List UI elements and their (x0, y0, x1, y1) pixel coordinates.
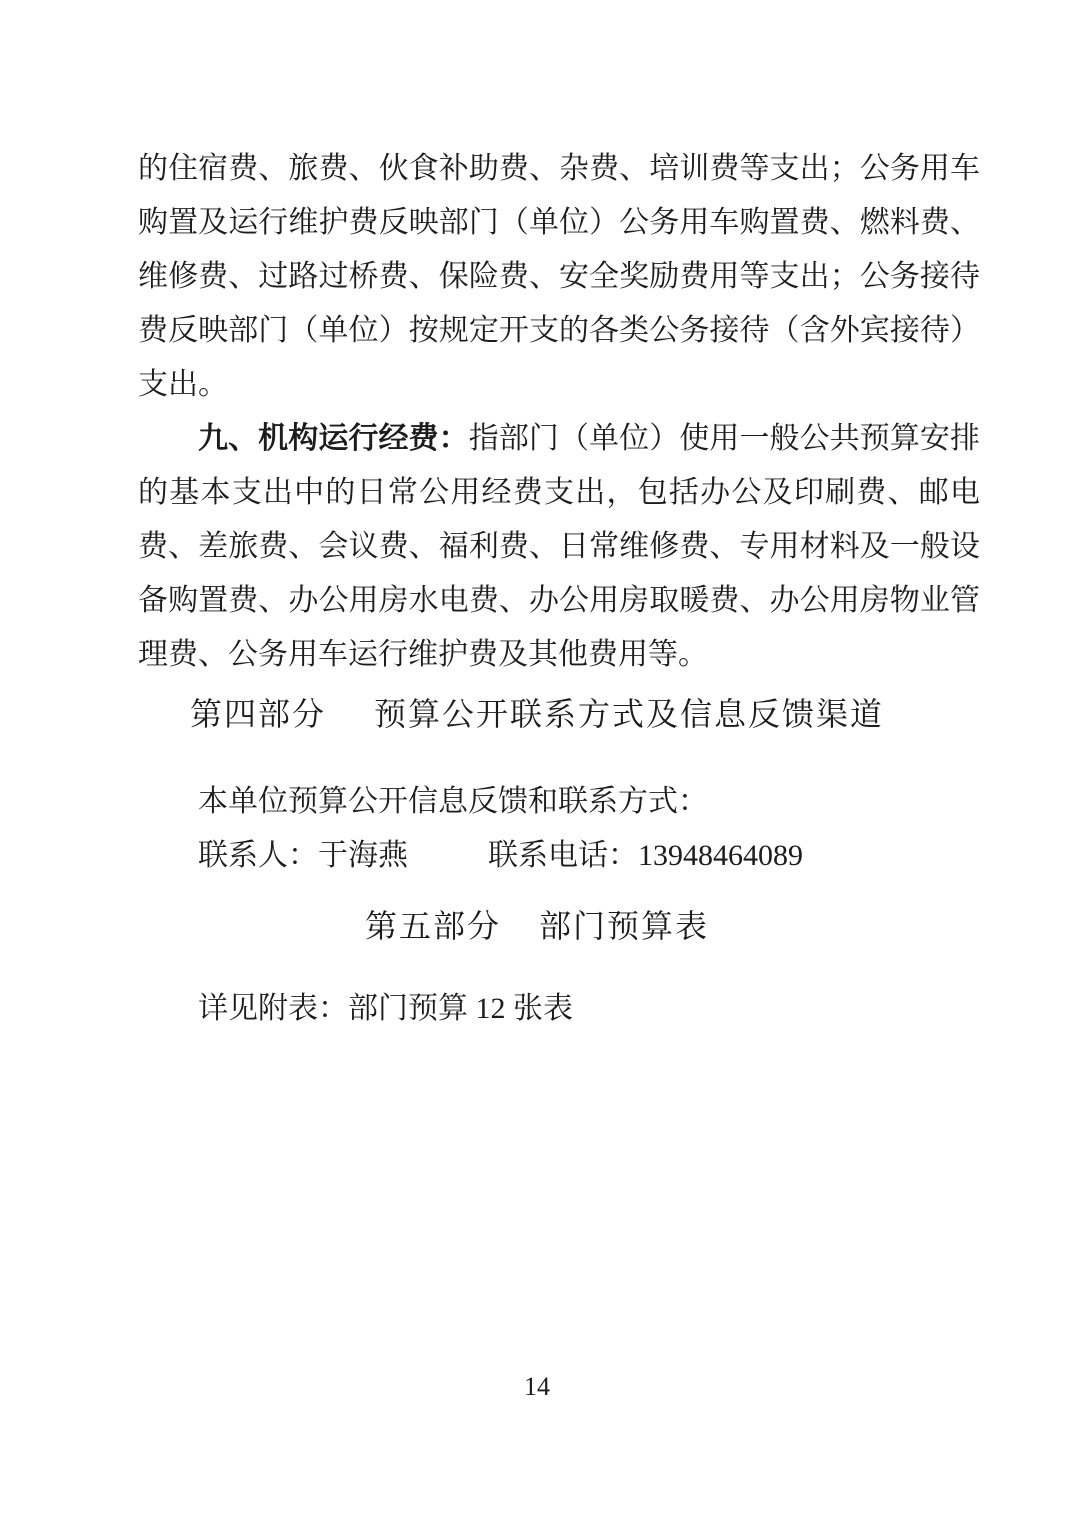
contact-person-name: 于海燕 (318, 839, 408, 872)
section5-heading-title: 部门预算表 (539, 908, 710, 944)
section5-heading (0, 896, 1074, 956)
section4-heading-title: 预算公开联系方式及信息反馈渠道 (374, 696, 885, 732)
contact-phone-number: 13948464089 (638, 839, 803, 872)
contact-intro-line: 本单位预算公开信息反馈和联系方式： (198, 785, 708, 818)
body-paragraph-expenses: 的住宿费、旅费、伙食补助费、杂费、培训费等支出；公务用车购置及运行维护费反映部门（单位）公务用车购置费、燃料费、维修费、过路过桥费、保险费、安全奖励费用等支出；公务接待费反映部门（单位）按规定开支的各类公务接待（含外宾接待）支出。 (138, 152, 980, 401)
body-paragraph-operating-costs (138, 412, 980, 682)
section4-heading-number: 第四部分 (189, 696, 326, 732)
section4-heading (0, 684, 1074, 744)
contact-person-label: 联系人： (198, 839, 318, 872)
paragraph-lead-bold: 九、机构运行经费： (198, 422, 469, 455)
paragraph-body-text: 指部门（单位）使用一般公共预算安排的基本支出中的日常公用经费支出，包括办公及印刷费、邮电费、差旅费、会议费、福利费、日常维修费、专用材料及一般设备购置费、办公用房水电费、办公用房取暖费、办公用房物业管理费、公务用车运行维护费及其他费用等。 (138, 422, 981, 671)
contact-phone-label: 联系电话： (488, 839, 638, 872)
attachment-note: 详见附表：部门预算 12 张表 (198, 992, 573, 1025)
contact-info-line (198, 829, 803, 883)
page-number: 14 (524, 1372, 550, 1401)
section5-heading-number: 第五部分 (364, 908, 501, 944)
